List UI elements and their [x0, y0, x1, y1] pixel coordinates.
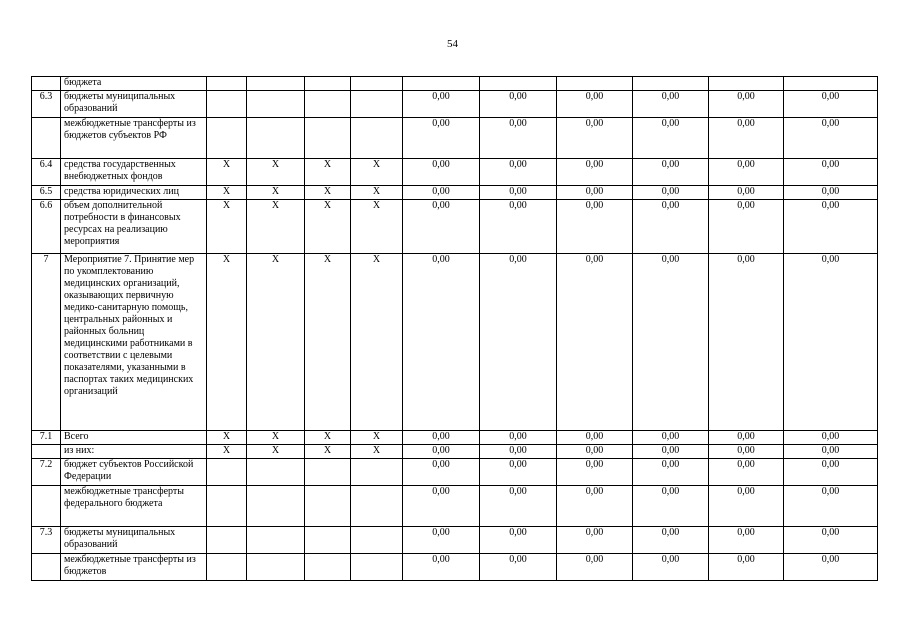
value-cell: 0,00: [403, 200, 480, 254]
value-cell: 0,00: [480, 254, 557, 431]
x-cell: [305, 554, 351, 581]
budget-table: [31, 76, 878, 581]
value-cell: 0,00: [403, 554, 480, 581]
value-cell: 0,00: [403, 91, 480, 118]
x-cell: [305, 91, 351, 118]
value-cell: 0,00: [480, 527, 557, 554]
value-cell: 0,00: [709, 486, 784, 527]
x-cell: X: [351, 186, 403, 200]
value-cell: 0,00: [784, 486, 878, 527]
table-row: [32, 159, 878, 186]
row-number: 7.2: [32, 459, 61, 486]
value-cell: 0,00: [403, 118, 480, 159]
value-cell: 0,00: [784, 91, 878, 118]
x-cell: [207, 554, 247, 581]
value-cell: 0,00: [784, 254, 878, 431]
x-cell: [305, 527, 351, 554]
x-cell: [247, 486, 305, 527]
value-cell: 0,00: [784, 445, 878, 459]
value-cell: 0,00: [633, 91, 709, 118]
x-cell: [247, 554, 305, 581]
value-cell: 0,00: [784, 554, 878, 581]
value-cell: 0,00: [557, 431, 633, 445]
value-cell: 0,00: [633, 486, 709, 527]
value-cell: 0,00: [709, 91, 784, 118]
x-cell: X: [305, 200, 351, 254]
x-cell: X: [247, 186, 305, 200]
x-cell: X: [305, 445, 351, 459]
x-cell: [305, 77, 351, 91]
row-number: [32, 486, 61, 527]
value-cell: [709, 77, 784, 91]
x-cell: [207, 459, 247, 486]
x-cell: [207, 91, 247, 118]
value-cell: 0,00: [633, 459, 709, 486]
value-cell: 0,00: [480, 445, 557, 459]
value-cell: 0,00: [557, 91, 633, 118]
table-row: [32, 91, 878, 118]
x-cell: X: [305, 431, 351, 445]
value-cell: 0,00: [557, 554, 633, 581]
value-cell: 0,00: [557, 186, 633, 200]
row-name: межбюджетные трансферты из бюджетов субъектов РФ: [61, 118, 207, 159]
x-cell: X: [207, 445, 247, 459]
value-cell: 0,00: [403, 459, 480, 486]
value-cell: 0,00: [480, 159, 557, 186]
x-cell: [305, 486, 351, 527]
x-cell: X: [207, 159, 247, 186]
row-name: бюджета: [61, 77, 207, 91]
table-row: [32, 554, 878, 581]
value-cell: 0,00: [480, 554, 557, 581]
table-row: [32, 486, 878, 527]
x-cell: [207, 486, 247, 527]
row-number: [32, 118, 61, 159]
value-cell: 0,00: [633, 554, 709, 581]
x-cell: [351, 91, 403, 118]
value-cell: 0,00: [784, 527, 878, 554]
table-row: [32, 459, 878, 486]
x-cell: [351, 77, 403, 91]
x-cell: [247, 118, 305, 159]
x-cell: [207, 118, 247, 159]
value-cell: 0,00: [709, 254, 784, 431]
value-cell: 0,00: [480, 118, 557, 159]
value-cell: 0,00: [403, 486, 480, 527]
x-cell: [305, 459, 351, 486]
row-number: 6.4: [32, 159, 61, 186]
value-cell: 0,00: [480, 200, 557, 254]
value-cell: 0,00: [403, 186, 480, 200]
value-cell: 0,00: [403, 431, 480, 445]
value-cell: 0,00: [557, 254, 633, 431]
value-cell: 0,00: [709, 459, 784, 486]
x-cell: X: [247, 200, 305, 254]
table-row: [32, 186, 878, 200]
x-cell: X: [351, 445, 403, 459]
x-cell: X: [351, 254, 403, 431]
x-cell: X: [207, 254, 247, 431]
value-cell: 0,00: [480, 431, 557, 445]
value-cell: 0,00: [557, 118, 633, 159]
value-cell: 0,00: [403, 254, 480, 431]
row-number: 6.6: [32, 200, 61, 254]
x-cell: [351, 459, 403, 486]
x-cell: [207, 77, 247, 91]
value-cell: 0,00: [633, 445, 709, 459]
x-cell: [247, 77, 305, 91]
x-cell: X: [247, 431, 305, 445]
value-cell: 0,00: [480, 91, 557, 118]
row-name: межбюджетные трансферты из бюджетов: [61, 554, 207, 581]
value-cell: 0,00: [709, 445, 784, 459]
value-cell: 0,00: [633, 254, 709, 431]
value-cell: 0,00: [784, 200, 878, 254]
value-cell: 0,00: [784, 431, 878, 445]
x-cell: [351, 486, 403, 527]
value-cell: 0,00: [709, 527, 784, 554]
x-cell: [351, 554, 403, 581]
table-row: [32, 200, 878, 254]
row-number: [32, 554, 61, 581]
x-cell: [207, 527, 247, 554]
value-cell: 0,00: [709, 118, 784, 159]
row-number: 6.5: [32, 186, 61, 200]
row-name: объем дополнительной потребности в финансовых ресурсах на реализацию мероприятия: [61, 200, 207, 254]
x-cell: X: [305, 159, 351, 186]
value-cell: 0,00: [633, 186, 709, 200]
value-cell: 0,00: [633, 527, 709, 554]
value-cell: [557, 77, 633, 91]
table-row: [32, 445, 878, 459]
row-number: 7.3: [32, 527, 61, 554]
value-cell: 0,00: [480, 459, 557, 486]
value-cell: 0,00: [709, 159, 784, 186]
value-cell: 0,00: [633, 200, 709, 254]
value-cell: 0,00: [403, 527, 480, 554]
row-number: [32, 77, 61, 91]
table-row: [32, 118, 878, 159]
value-cell: 0,00: [557, 445, 633, 459]
value-cell: 0,00: [784, 159, 878, 186]
x-cell: [247, 91, 305, 118]
x-cell: X: [351, 200, 403, 254]
value-cell: 0,00: [709, 186, 784, 200]
value-cell: 0,00: [784, 186, 878, 200]
value-cell: 0,00: [633, 431, 709, 445]
value-cell: 0,00: [709, 554, 784, 581]
x-cell: X: [305, 186, 351, 200]
row-name: Всего: [61, 431, 207, 445]
row-number: 6.3: [32, 91, 61, 118]
x-cell: [247, 459, 305, 486]
value-cell: 0,00: [784, 118, 878, 159]
value-cell: 0,00: [557, 459, 633, 486]
x-cell: [305, 118, 351, 159]
value-cell: [784, 77, 878, 91]
value-cell: 0,00: [784, 459, 878, 486]
value-cell: 0,00: [403, 445, 480, 459]
value-cell: [633, 77, 709, 91]
table-row: [32, 527, 878, 554]
x-cell: X: [351, 159, 403, 186]
value-cell: 0,00: [403, 159, 480, 186]
x-cell: X: [207, 431, 247, 445]
row-name: бюджеты муниципальных образований: [61, 91, 207, 118]
row-name: бюджеты муниципальных образований: [61, 527, 207, 554]
value-cell: [403, 77, 480, 91]
value-cell: 0,00: [709, 200, 784, 254]
value-cell: 0,00: [709, 431, 784, 445]
table-row: [32, 254, 878, 431]
page-number: 54: [447, 38, 458, 50]
row-name: бюджет субъектов Российской Федерации: [61, 459, 207, 486]
value-cell: 0,00: [480, 186, 557, 200]
x-cell: X: [247, 445, 305, 459]
value-cell: 0,00: [557, 200, 633, 254]
value-cell: 0,00: [557, 486, 633, 527]
table-row: [32, 431, 878, 445]
value-cell: 0,00: [633, 118, 709, 159]
value-cell: 0,00: [557, 159, 633, 186]
x-cell: [351, 118, 403, 159]
value-cell: 0,00: [557, 527, 633, 554]
row-number: 7: [32, 254, 61, 431]
x-cell: [247, 527, 305, 554]
row-name: межбюджетные трансферты федерального бюджета: [61, 486, 207, 527]
x-cell: X: [207, 186, 247, 200]
row-name: Мероприятие 7. Принятие мер по укомплектованию медицинских организаций, оказывающих первичную медико-санитарную помощь, центральных районных и районных больниц медицинскими работниками в соответствии с целевыми показателями, указанными в паспортах таких медицинских организаций: [61, 254, 207, 431]
x-cell: X: [305, 254, 351, 431]
table-row: [32, 77, 878, 91]
row-number: 7.1: [32, 431, 61, 445]
x-cell: [351, 527, 403, 554]
row-number: [32, 445, 61, 459]
table-body: [32, 77, 878, 581]
value-cell: 0,00: [633, 159, 709, 186]
x-cell: X: [247, 254, 305, 431]
value-cell: [480, 77, 557, 91]
value-cell: 0,00: [480, 486, 557, 527]
x-cell: X: [247, 159, 305, 186]
row-name: из них:: [61, 445, 207, 459]
x-cell: X: [351, 431, 403, 445]
row-name: средства юридических лиц: [61, 186, 207, 200]
x-cell: X: [207, 200, 247, 254]
row-name: средства государственных внебюджетных фондов: [61, 159, 207, 186]
